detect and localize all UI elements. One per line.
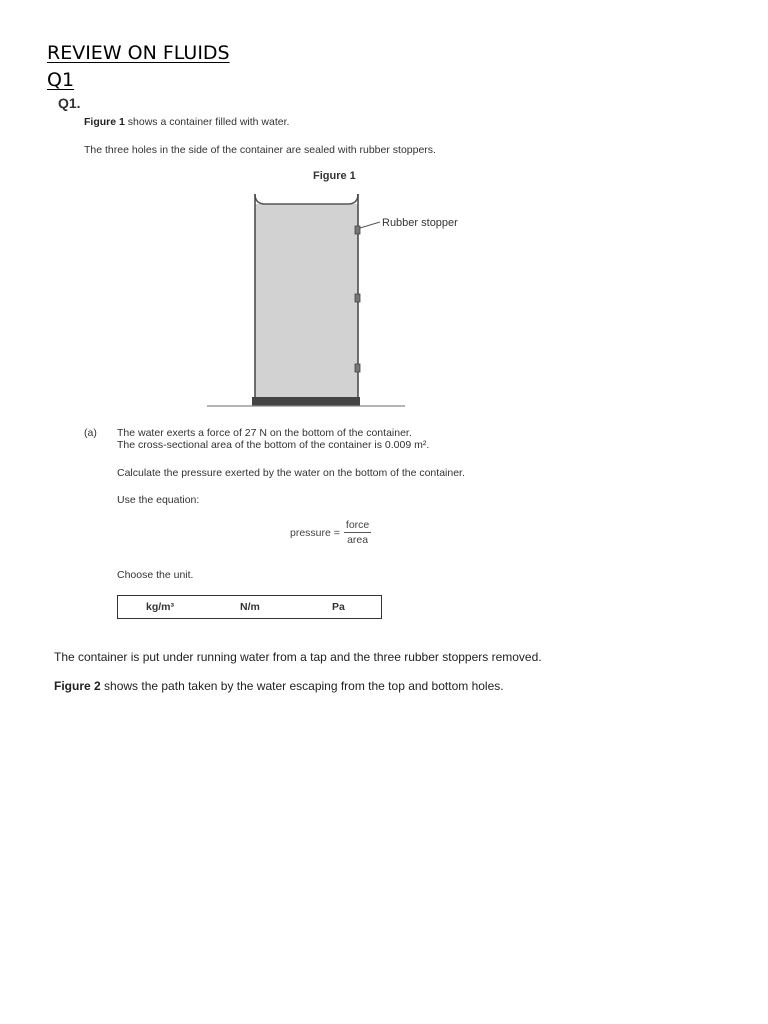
unit-choice-box [117, 595, 382, 619]
stopper-leader-line [360, 222, 380, 228]
unit-option[interactable]: kg/m³ [146, 601, 175, 613]
container-figure [200, 190, 410, 410]
water-body [255, 204, 358, 397]
top-stopper [355, 226, 360, 234]
equation-fraction [344, 519, 371, 546]
equation-prompt: Use the equation: [117, 494, 200, 506]
unit-option[interactable]: N/m [240, 601, 260, 613]
pressure-equation [290, 519, 371, 546]
question-number: Q1. [58, 95, 81, 111]
unit-prompt: Choose the unit. [117, 569, 194, 581]
container-rim [255, 194, 358, 204]
equation-numerator: force [345, 519, 370, 531]
figure2-rest: shows the path taken by the water escaping from the top and bottom holes. [100, 679, 504, 693]
question-heading: Q1 [47, 69, 75, 91]
unit-option[interactable]: Pa [332, 601, 345, 613]
intro-text [84, 116, 289, 128]
figure1-reference: Figure 1 [84, 116, 125, 128]
figure1-title: Figure 1 [313, 170, 356, 182]
equation-lhs: pressure = [290, 526, 340, 539]
intro-rest: shows a container filled with water. [124, 116, 290, 128]
part-a-label: (a) [84, 427, 97, 439]
part-a-line1: The water exerts a force of 27 N on the bottom of the container. [117, 427, 412, 439]
bottom-stopper [355, 364, 360, 372]
container-base [252, 397, 360, 406]
figure2-reference: Figure 2 [54, 679, 101, 693]
continuation-text: The container is put under running water from a tap and the three rubber stoppers removed. [54, 650, 542, 664]
middle-stopper [355, 294, 360, 302]
equation-denominator: area [347, 534, 369, 546]
part-a-instruction: Calculate the pressure exerted by the water on the bottom of the container. [117, 467, 465, 479]
figure2-text [54, 679, 504, 693]
part-a-line2: The cross-sectional area of the bottom of the container is 0.009 m². [117, 439, 430, 451]
stoppers-text: The three holes in the side of the container are sealed with rubber stoppers. [84, 144, 436, 156]
document-title: REVIEW ON FLUIDS [47, 42, 230, 64]
rubber-stopper-label: Rubber stopper [382, 217, 458, 229]
